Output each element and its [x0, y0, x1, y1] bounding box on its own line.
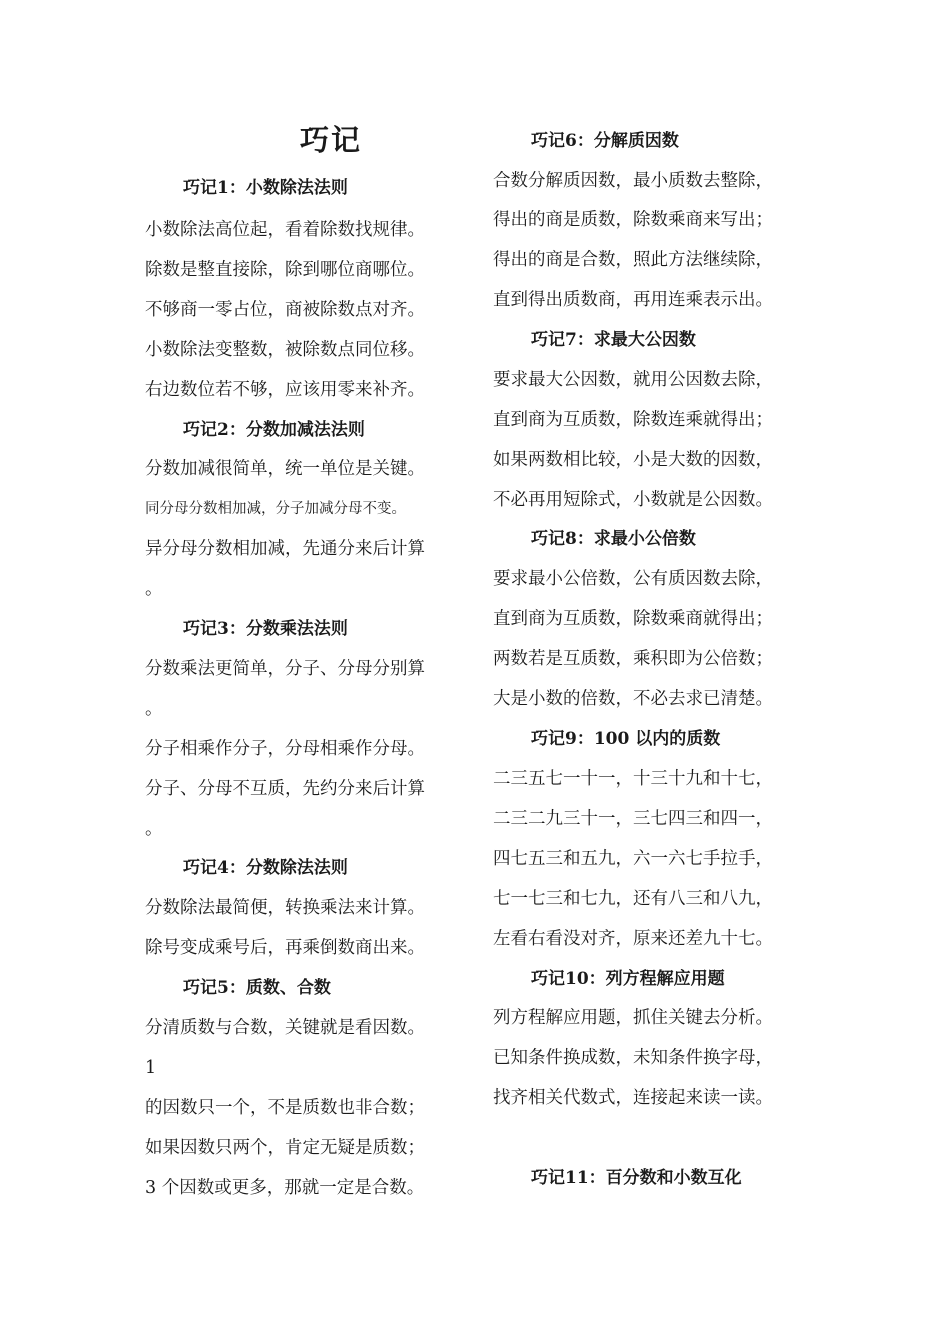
- text-line: 同分母分数相加减，分子加减分母不变。: [145, 501, 406, 517]
- text-line: 合数分解质因数，最小质数去整除，: [493, 171, 773, 191]
- text-line: 七一七三和七九，还有八三和八九，: [493, 889, 773, 909]
- section-heading: 巧记9：100 以内的质数: [531, 729, 721, 749]
- text-line: 的因数只一个，不是质数也非合数；: [145, 1098, 425, 1118]
- text-line: 已知条件换成数，未知条件换字母，: [493, 1048, 773, 1068]
- text-line: 3 个因数或更多，那就一定是合数。: [145, 1178, 425, 1198]
- text-line: 如果因数只两个，肯定无疑是质数；: [145, 1138, 425, 1158]
- text-line: 两数若是互质数，乘积即为公倍数；: [493, 649, 773, 669]
- text-line: 不够商一零占位，商被除数点对齐。: [145, 300, 425, 320]
- text-line: 除号变成乘号后，再乘倒数商出来。: [145, 938, 425, 958]
- text-line: 要求最小公倍数，公有质因数去除，: [493, 569, 773, 589]
- text-line: 分子、分母不互质，先约分来后计算: [145, 779, 425, 799]
- text-line: 大是小数的倍数，不必去求已清楚。: [493, 689, 773, 709]
- text-line: 小数除法变整数，被除数点同位移。: [145, 340, 425, 360]
- text-line: 。: [145, 579, 163, 599]
- text-line: 得出的商是质数，除数乘商来写出；: [493, 210, 773, 230]
- section-heading: 巧记2：分数加减法法则: [183, 420, 365, 440]
- text-line: 四七五三和五九，六一六七手拉手，: [493, 849, 773, 869]
- text-line: 。: [145, 699, 163, 719]
- text-line: 二三二九三十一，三七四三和四一，: [493, 809, 773, 829]
- text-line: 1: [145, 1058, 157, 1078]
- page-title: 巧记: [300, 123, 363, 157]
- text-line: 右边数位若不够，应该用零来补齐。: [145, 380, 425, 400]
- section-heading: 巧记1：小数除法法则: [183, 178, 348, 198]
- text-line: 左看右看没对齐，原来还差九十七。: [493, 929, 773, 949]
- text-line: 直到商为互质数，除数乘商就得出；: [493, 609, 773, 629]
- text-line: 不必再用短除式，小数就是公因数。: [493, 490, 773, 510]
- section-heading: 巧记7：求最大公因数: [531, 330, 696, 350]
- section-heading: 巧记8：求最小公倍数: [531, 529, 696, 549]
- text-line: 分数乘法更简单，分子、分母分别算: [145, 659, 425, 679]
- text-line: 。: [145, 819, 163, 839]
- text-line: 分清质数与合数，关键就是看因数。: [145, 1018, 425, 1038]
- section-heading: 巧记10：列方程解应用题: [531, 969, 725, 989]
- text-line: 列方程解应用题，抓住关键去分析。: [493, 1008, 773, 1028]
- text-line: 除数是整直接除，除到哪位商哪位。: [145, 260, 425, 280]
- section-heading: 巧记6：分解质因数: [531, 131, 679, 151]
- text-line: 小数除法高位起，看着除数找规律。: [145, 220, 425, 240]
- text-line: 要求最大公因数，就用公因数去除，: [493, 370, 773, 390]
- text-line: 直到得出质数商，再用连乘表示出。: [493, 290, 773, 310]
- section-heading: 巧记11：百分数和小数互化: [531, 1168, 742, 1188]
- text-line: 直到商为互质数，除数连乘就得出；: [493, 410, 773, 430]
- section-heading: 巧记5：质数、合数: [183, 978, 331, 998]
- section-heading: 巧记3：分数乘法法则: [183, 619, 348, 639]
- text-line: 分数除法最简便，转换乘法来计算。: [145, 898, 425, 918]
- text-line: 找齐相关代数式，连接起来读一读。: [493, 1088, 773, 1108]
- section-heading: 巧记4：分数除法法则: [183, 858, 348, 878]
- text-line: 异分母分数相加减，先通分来后计算: [145, 539, 425, 559]
- text-line: 分数加减很简单，统一单位是关键。: [145, 459, 425, 479]
- text-line: 分子相乘作分子，分母相乘作分母。: [145, 739, 425, 759]
- text-line: 如果两数相比较，小是大数的因数，: [493, 450, 773, 470]
- text-line: 得出的商是合数，照此方法继续除，: [493, 250, 773, 270]
- text-line: 二三五七一十一，十三十九和十七，: [493, 769, 773, 789]
